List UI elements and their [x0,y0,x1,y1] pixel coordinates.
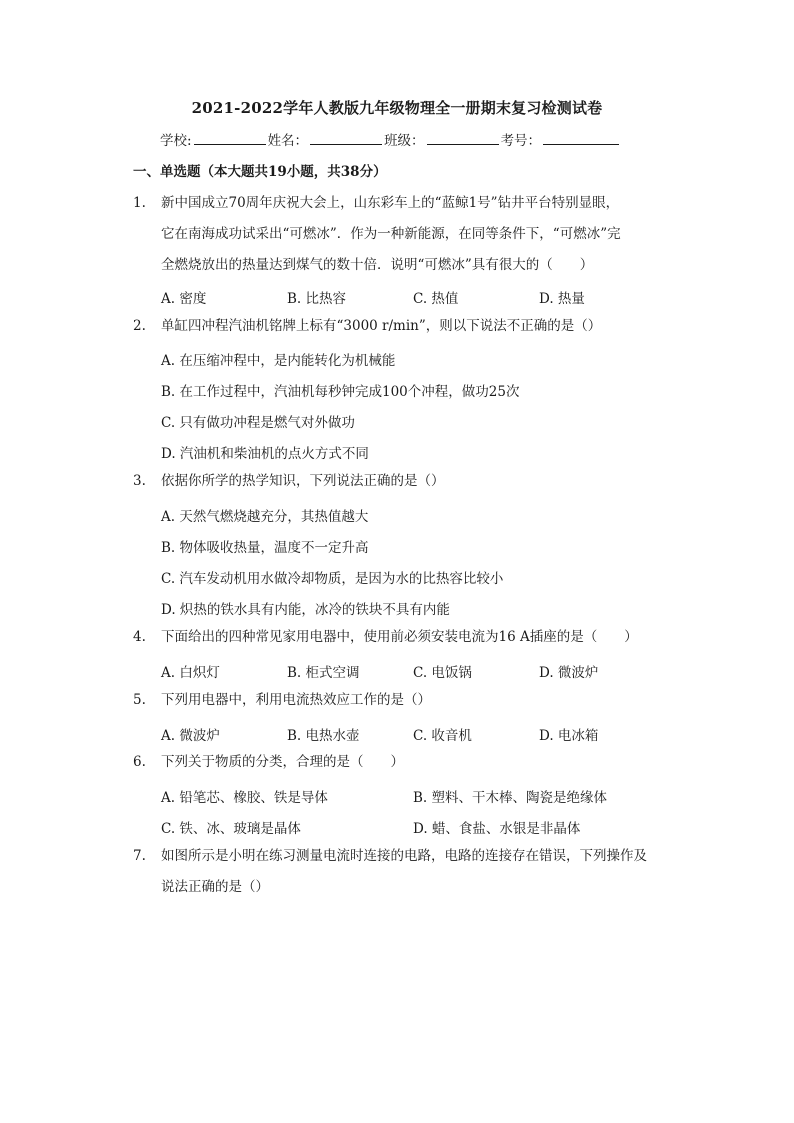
option-a[interactable]: A. 铅笔芯、橡胶、铁是导体 [161,790,328,806]
question-stem-line: 说法正确的是（） [161,879,269,895]
question-number: 5. [133,692,146,708]
option-d[interactable]: D. 热量 [539,291,585,307]
option-b[interactable]: B. 比热容 [287,291,347,307]
student-info-line [160,129,621,149]
question-number: 1. [133,195,146,211]
name-blank[interactable] [310,130,382,145]
school-label: 学校: [160,133,192,149]
option-b[interactable]: B. 柜式空调 [287,665,360,681]
option-a[interactable]: A. 白炽灯 [161,665,220,681]
school-blank[interactable] [194,130,266,145]
option-c[interactable]: C. 汽车发动机用水做冷却物质，是因为水的比热容比较小 [161,571,504,587]
question-number: 2. [133,318,146,334]
question-stem-line: 它在南海成功试采出“可燃冰”．作为一种新能源，在同等条件下，“可燃冰”完 [161,226,621,242]
question-4 [133,622,673,653]
option-c[interactable]: C. 收音机 [413,728,472,744]
question-2 [133,311,673,342]
class-blank[interactable] [427,130,499,145]
option-d[interactable]: D. 汽油机和柴油机的点火方式不同 [161,446,369,462]
option-d[interactable]: D. 蜡、食盐、水银是非晶体 [413,821,581,837]
question-stem-line: 下面给出的四种常见家用电器中，使用前必须安装电流为16 A插座的是（ ） [161,629,638,645]
question-stem-line: 单缸四冲程汽油机铭牌上标有“3000 r/min”，则以下说法不正确的是（） [161,318,602,334]
question-number: 6. [133,754,146,770]
option-a[interactable]: A. 在压缩冲程中，是内能转化为机械能 [161,353,396,369]
question-7 [133,841,673,903]
question-5 [133,685,673,716]
option-c[interactable]: C. 热值 [413,291,459,307]
question-stem-line: 全燃烧放出的热量达到煤气的数十倍．说明“可燃冰”具有很大的（ ） [161,257,594,273]
option-a[interactable]: A. 微波炉 [161,728,220,744]
option-c[interactable]: C. 只有做功冲程是燃气对外做功 [161,415,355,431]
class-label: 班级： [384,133,425,149]
option-d[interactable]: D. 电冰箱 [539,728,599,744]
option-b[interactable]: B. 电热水壶 [287,728,360,744]
exam-no-label: 考号： [500,133,542,149]
section-heading: 一、单选题（本大题共19小题，共38分） [133,164,387,180]
question-number: 4. [133,629,146,645]
exam-title: 2021-2022学年人教版九年级物理全一册期末复习检测试卷 [191,99,603,117]
option-b[interactable]: B. 在工作过程中，汽油机每秒钟完成100个冲程，做功25次 [161,384,520,400]
option-a[interactable]: A. 天然气燃烧越充分，其热值越大 [161,509,369,525]
option-a[interactable]: A. 密度 [161,291,207,307]
question-3 [133,466,673,497]
question-1 [133,188,673,281]
option-c[interactable]: C. 电饭锅 [413,665,472,681]
option-b[interactable]: B. 塑料、干木棒、陶瓷是绝缘体 [413,790,608,806]
question-stem-line: 下列关于物质的分类，合理的是（ ） [161,754,404,770]
question-stem-line: 依据你所学的热学知识，下列说法正确的是（） [161,473,445,489]
option-d[interactable]: D. 微波炉 [539,665,599,681]
question-stem-line: 如图所示是小明在练习测量电流时连接的电路，电路的连接存在错误，下列操作及 [161,848,647,864]
exam-no-blank[interactable] [543,130,619,145]
question-stem-line: 新中国成立70周年庆祝大会上，山东彩车上的“蓝鲸1号”钻井平台特别显眼， [161,195,620,211]
option-b[interactable]: B. 物体吸收热量，温度不一定升高 [161,540,369,556]
question-stem-line: 下列用电器中，利用电流热效应工作的是（） [161,692,431,708]
name-label: 姓名： [267,133,309,149]
question-number: 7. [133,848,146,864]
question-number: 3. [133,473,146,489]
option-d[interactable]: D. 炽热的铁水具有内能，冰冷的铁块不具有内能 [161,602,450,618]
option-c[interactable]: C. 铁、冰、玻璃是晶体 [161,821,301,837]
question-6 [133,747,673,778]
